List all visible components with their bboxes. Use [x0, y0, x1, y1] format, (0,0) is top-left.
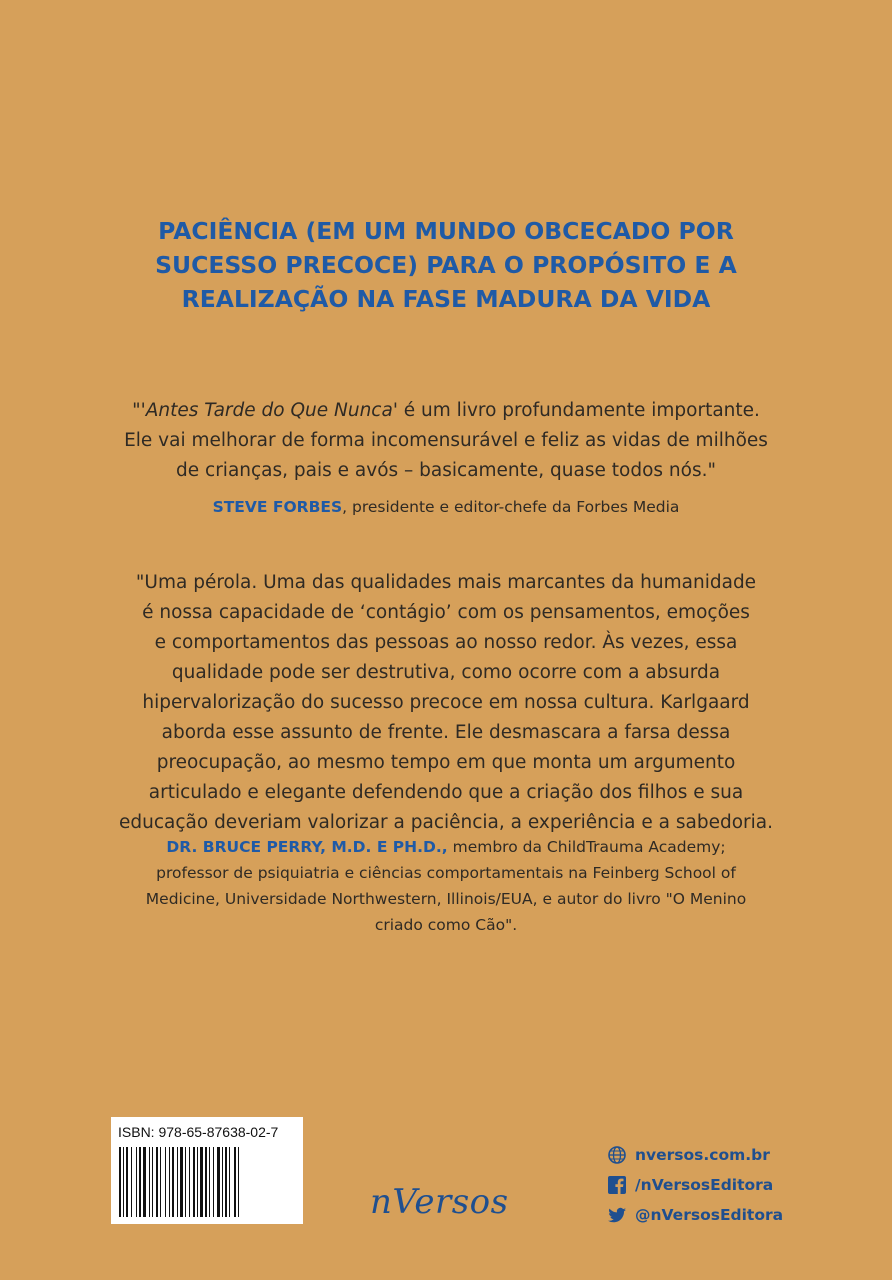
- author-name: DR. BRUCE PERRY, M.D. E PH.D.,: [166, 838, 448, 856]
- website-text: nversos.com.br: [635, 1146, 770, 1164]
- quote-line: preocupação, ao mesmo tempo em que monta um argumento: [156, 752, 736, 773]
- twitter-icon: [607, 1205, 627, 1225]
- author-role-line: professor de psiquiatria e ciências comportamentais na Feinberg School of: [156, 864, 736, 882]
- publisher-logo: nVersos: [370, 1182, 509, 1222]
- quote-forbes: [40, 396, 852, 486]
- facebook-text: /nVersosEditora: [635, 1176, 774, 1194]
- author-role: membro da ChildTrauma Academy;: [447, 838, 726, 856]
- headline-line: PACIÊNCIA (EM UM MUNDO OBCECADO POR: [158, 217, 734, 245]
- isbn-barcode: [111, 1117, 303, 1224]
- quote-line: aborda esse assunto de frente. Ele desmascara a farsa dessa: [161, 722, 731, 743]
- quote-line: educação deveriam valorizar a paciência, a experiência e a sabedoria.: [119, 812, 773, 833]
- quote-line: e comportamentos das pessoas ao nosso redor. Às vezes, essa: [154, 632, 738, 653]
- quote-line: "Uma pérola. Uma das qualidades mais marcantes da humanidade: [135, 572, 757, 593]
- quote-line: [40, 396, 852, 426]
- isbn-number: ISBN: 978-65-87638-02-7: [118, 1124, 279, 1140]
- quote-line: qualidade pode ser destrutiva, como ocorre com a absurda: [171, 662, 721, 683]
- quote-line: Ele vai melhorar de forma incomensurável e feliz as vidas de milhões: [124, 430, 768, 451]
- author-name: STEVE FORBES: [212, 498, 343, 516]
- quote-line: hipervalorização do sucesso precoce em nossa cultura. Karlgaard: [142, 692, 750, 713]
- quote-line: articulado e elegante defendendo que a criação dos filhos e sua: [148, 782, 744, 803]
- author-role: , presidente e editor-chefe da Forbes Media: [342, 498, 680, 516]
- quote-line: de crianças, pais e avós – basicamente, quase todos nós.": [176, 460, 716, 481]
- attribution-forbes: [40, 494, 852, 520]
- publisher-links: [607, 1140, 783, 1230]
- author-role-line: Medicine, Universidade Northwestern, Illinois/EUA, e autor do livro "O Menino: [145, 890, 747, 908]
- book-title: Antes Tarde do Que Nunca': [145, 400, 398, 421]
- twitter-text: @nVersosEditora: [635, 1206, 784, 1224]
- globe-icon: [607, 1145, 627, 1165]
- website-link[interactable]: [607, 1140, 783, 1170]
- headline: [60, 214, 832, 316]
- facebook-link[interactable]: [607, 1170, 783, 1200]
- author-role-line: criado como Cão".: [374, 916, 518, 934]
- twitter-link[interactable]: [607, 1200, 783, 1230]
- quote-line: é nossa capacidade de ‘contágio’ com os pensamentos, emoções: [142, 602, 750, 623]
- attribution-perry: [40, 834, 852, 938]
- quote-text: é um livro profundamente importante.: [397, 400, 760, 421]
- headline-line: SUCESSO PRECOCE) PARA O PROPÓSITO E A: [155, 251, 737, 279]
- headline-line: REALIZAÇÃO NA FASE MADURA DA VIDA: [181, 285, 711, 313]
- quote-perry: [40, 568, 852, 838]
- facebook-icon: [607, 1175, 627, 1195]
- quote-open-mark: "': [132, 400, 146, 421]
- barcode-bars: [119, 1147, 295, 1217]
